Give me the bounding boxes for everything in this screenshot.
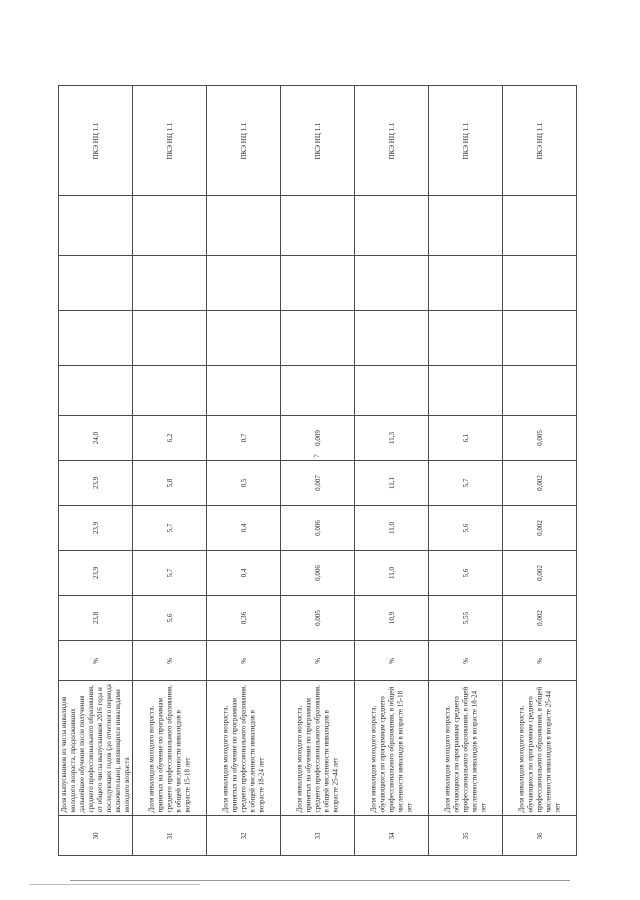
cell-indicator-name [59, 681, 133, 816]
unit-text: % [91, 657, 100, 664]
cell-value [355, 596, 429, 641]
value-text: 0,005 [313, 610, 322, 626]
cell-empty [281, 366, 355, 416]
cell-number [281, 816, 355, 856]
cell-value [503, 551, 577, 596]
cell-value [281, 416, 355, 461]
cell-code [281, 86, 355, 196]
value-text: 0,002 [535, 610, 544, 626]
table-row [59, 506, 577, 551]
table-row [59, 641, 577, 681]
cell-empty [503, 366, 577, 416]
value-text: 24,0 [91, 431, 100, 445]
table-row [59, 86, 577, 196]
cell-unit [133, 641, 207, 681]
row-number: 31 [165, 832, 174, 839]
cell-value [503, 416, 577, 461]
cell-value [355, 416, 429, 461]
cell-code [429, 86, 503, 196]
cell-indicator-name [281, 681, 355, 816]
value-text: 0,002 [535, 520, 544, 536]
indicator-name: Доля инвалидов молодого возраста, обучающихся по программам среднего профессионального образования, в общей численности инвалидов в возрасте 25-44 лет [517, 686, 561, 813]
cell-indicator-name [503, 681, 577, 816]
value-text: 0,006 [313, 520, 322, 536]
cell-value [207, 461, 281, 506]
indicators-table-rotated [58, 85, 576, 855]
value-text: 0,4 [239, 523, 248, 533]
code-text: ПКЭ НЦ 1.1 [535, 122, 544, 159]
table-row [59, 256, 577, 311]
cell-empty [503, 311, 577, 366]
value-text: 0,002 [535, 475, 544, 491]
cell-value [355, 551, 429, 596]
cell-indicator-name [429, 681, 503, 816]
cell-empty [133, 366, 207, 416]
cell-number [59, 816, 133, 856]
cell-value [429, 596, 503, 641]
cell-unit [59, 641, 133, 681]
cell-empty [503, 256, 577, 311]
cell-value [133, 416, 207, 461]
table-row [59, 461, 577, 506]
cell-code [503, 86, 577, 196]
table-row [59, 196, 577, 256]
cell-empty [355, 196, 429, 256]
value-text: 0,007 [313, 475, 322, 491]
code-text: ПКЭ НЦ 1.1 [91, 122, 100, 159]
table-row [59, 551, 577, 596]
cell-unit [207, 641, 281, 681]
value-text: 0,4 [239, 568, 248, 578]
row-number: 32 [239, 832, 248, 839]
cell-value [281, 596, 355, 641]
value-text: 5,55 [461, 611, 470, 625]
cell-value [133, 506, 207, 551]
cell-empty [503, 196, 577, 256]
cell-empty [429, 366, 503, 416]
value-text: 5,8 [165, 478, 174, 488]
code-text: ПКЭ НЦ 1.1 [239, 122, 248, 159]
value-text: 0,5 [239, 478, 248, 488]
cell-indicator-name [355, 681, 429, 816]
cell-value [207, 551, 281, 596]
cell-empty [59, 196, 133, 256]
cell-value [281, 551, 355, 596]
cell-value [281, 461, 355, 506]
cell-value [503, 461, 577, 506]
value-text: 5,6 [165, 613, 174, 623]
value-text: 23,9 [91, 566, 100, 580]
value-text: 0,009 [313, 430, 322, 446]
page-bottom-rule-short [30, 884, 200, 885]
value-text: 0,7 [239, 433, 248, 443]
cell-unit [429, 641, 503, 681]
cell-empty [281, 311, 355, 366]
cell-empty [133, 311, 207, 366]
cell-code [59, 86, 133, 196]
cell-value [355, 461, 429, 506]
row-number: 34 [387, 832, 396, 839]
cell-value [207, 416, 281, 461]
value-text: 5,6 [461, 568, 470, 578]
value-text: 0,006 [313, 565, 322, 581]
cell-unit [281, 641, 355, 681]
cell-number [133, 816, 207, 856]
table-row [59, 596, 577, 641]
value-text: 23,9 [91, 476, 100, 490]
cell-empty [429, 256, 503, 311]
unit-text: % [387, 657, 396, 664]
row-number: 33 [313, 832, 322, 839]
cell-code [207, 86, 281, 196]
cell-empty [133, 196, 207, 256]
value-text: 5,7 [461, 478, 470, 488]
table-row [59, 311, 577, 366]
value-text: 11,0 [387, 522, 396, 534]
value-text: 5,7 [165, 523, 174, 533]
cell-value [503, 506, 577, 551]
cell-value [355, 506, 429, 551]
cell-value [429, 416, 503, 461]
cell-empty [355, 256, 429, 311]
value-text: 5,7 [165, 568, 174, 578]
cell-value [59, 551, 133, 596]
page-number: 7 [312, 454, 321, 458]
indicator-name: Доля инвалидов молодого возраста, принятых на обучение по программам среднего профессионального образования, в общей численности инвалидов в возрасте 15-18 лет [147, 685, 191, 813]
cell-empty [207, 311, 281, 366]
row-number: 36 [535, 832, 544, 839]
code-text: ПКЭ НЦ 1.1 [461, 122, 470, 159]
table-row [59, 366, 577, 416]
row-number: 35 [461, 832, 470, 839]
indicator-name: Доля инвалидов молодого возраста, обучающихся по программам среднего профессионального образования, в общей численности инвалидов в возрасте 18-24 лет [443, 686, 487, 813]
cell-value [207, 506, 281, 551]
page-bottom-rule [70, 880, 570, 881]
code-text: ПКЭ НЦ 1.1 [387, 122, 396, 159]
cell-number [429, 816, 503, 856]
cell-value [59, 461, 133, 506]
cell-indicator-name [207, 681, 281, 816]
value-text: 11,0 [387, 567, 396, 579]
cell-empty [207, 366, 281, 416]
cell-value [281, 506, 355, 551]
cell-unit [355, 641, 429, 681]
cell-value [59, 506, 133, 551]
cell-empty [59, 366, 133, 416]
table-row [59, 681, 577, 816]
code-text: ПКЭ НЦ 1.1 [313, 122, 322, 159]
cell-value [429, 461, 503, 506]
value-text: 11,1 [387, 477, 396, 489]
table-row [59, 416, 577, 461]
indicator-name: Доля выпускников из числа инвалидов молодого возраста, продолживших дальнейшее обучение после получения среднего профессионального образования, от общего числа выпускников 2016 года и последующих годов (до отчетного периода включительно), являющихся инвалидами молодого возраста [59, 684, 131, 813]
cell-value [133, 461, 207, 506]
value-text: 0,36 [239, 611, 248, 625]
value-text: 0,005 [535, 430, 544, 446]
cell-value [133, 551, 207, 596]
cell-value [429, 506, 503, 551]
cell-indicator-name [133, 681, 207, 816]
indicator-name: Доля инвалидов молодого возраста, принятых на обучение по программам среднего профессионального образования, в общей численности инвалидов в возрасте 25-44 лет [295, 685, 339, 813]
cell-number [207, 816, 281, 856]
cell-empty [59, 256, 133, 311]
table-row [59, 816, 577, 856]
value-text: 5,6 [461, 523, 470, 533]
row-number: 30 [91, 832, 100, 839]
code-text: ПКЭ НЦ 1.1 [165, 122, 174, 159]
cell-empty [429, 196, 503, 256]
cell-value [503, 596, 577, 641]
cell-value [133, 596, 207, 641]
cell-empty [281, 196, 355, 256]
indicator-name: Доля инвалидов молодого возраста, обучающихся по программам среднего профессионального образования, в общей численности инвалидов в возрасте 15-18 лет [369, 686, 413, 813]
cell-value [207, 596, 281, 641]
cell-unit [503, 641, 577, 681]
cell-number [355, 816, 429, 856]
cell-empty [281, 256, 355, 311]
value-text: 23,8 [91, 611, 100, 625]
cell-empty [59, 311, 133, 366]
cell-value [59, 596, 133, 641]
cell-code [133, 86, 207, 196]
unit-text: % [313, 657, 322, 664]
value-text: 0,002 [535, 565, 544, 581]
cell-code [355, 86, 429, 196]
unit-text: % [461, 657, 470, 664]
unit-text: % [165, 657, 174, 664]
cell-empty [355, 311, 429, 366]
value-text: 10,9 [387, 611, 396, 625]
unit-text: % [535, 657, 544, 664]
cell-empty [207, 256, 281, 311]
indicator-name: Доля инвалидов молодого возраста, принятых на обучение по программам среднего профессионального образования, в общей численности инвалидов в возрасте 18-24 лет [221, 685, 265, 813]
cell-number [503, 816, 577, 856]
value-text: 11,3 [387, 432, 396, 444]
value-text: 6,1 [461, 433, 470, 443]
indicators-table [58, 85, 577, 856]
cell-empty [429, 311, 503, 366]
value-text: 23,9 [91, 521, 100, 535]
cell-empty [207, 196, 281, 256]
value-text: 6,2 [165, 433, 174, 443]
cell-value [429, 551, 503, 596]
cell-empty [355, 366, 429, 416]
unit-text: % [239, 657, 248, 664]
cell-value [59, 416, 133, 461]
cell-empty [133, 256, 207, 311]
